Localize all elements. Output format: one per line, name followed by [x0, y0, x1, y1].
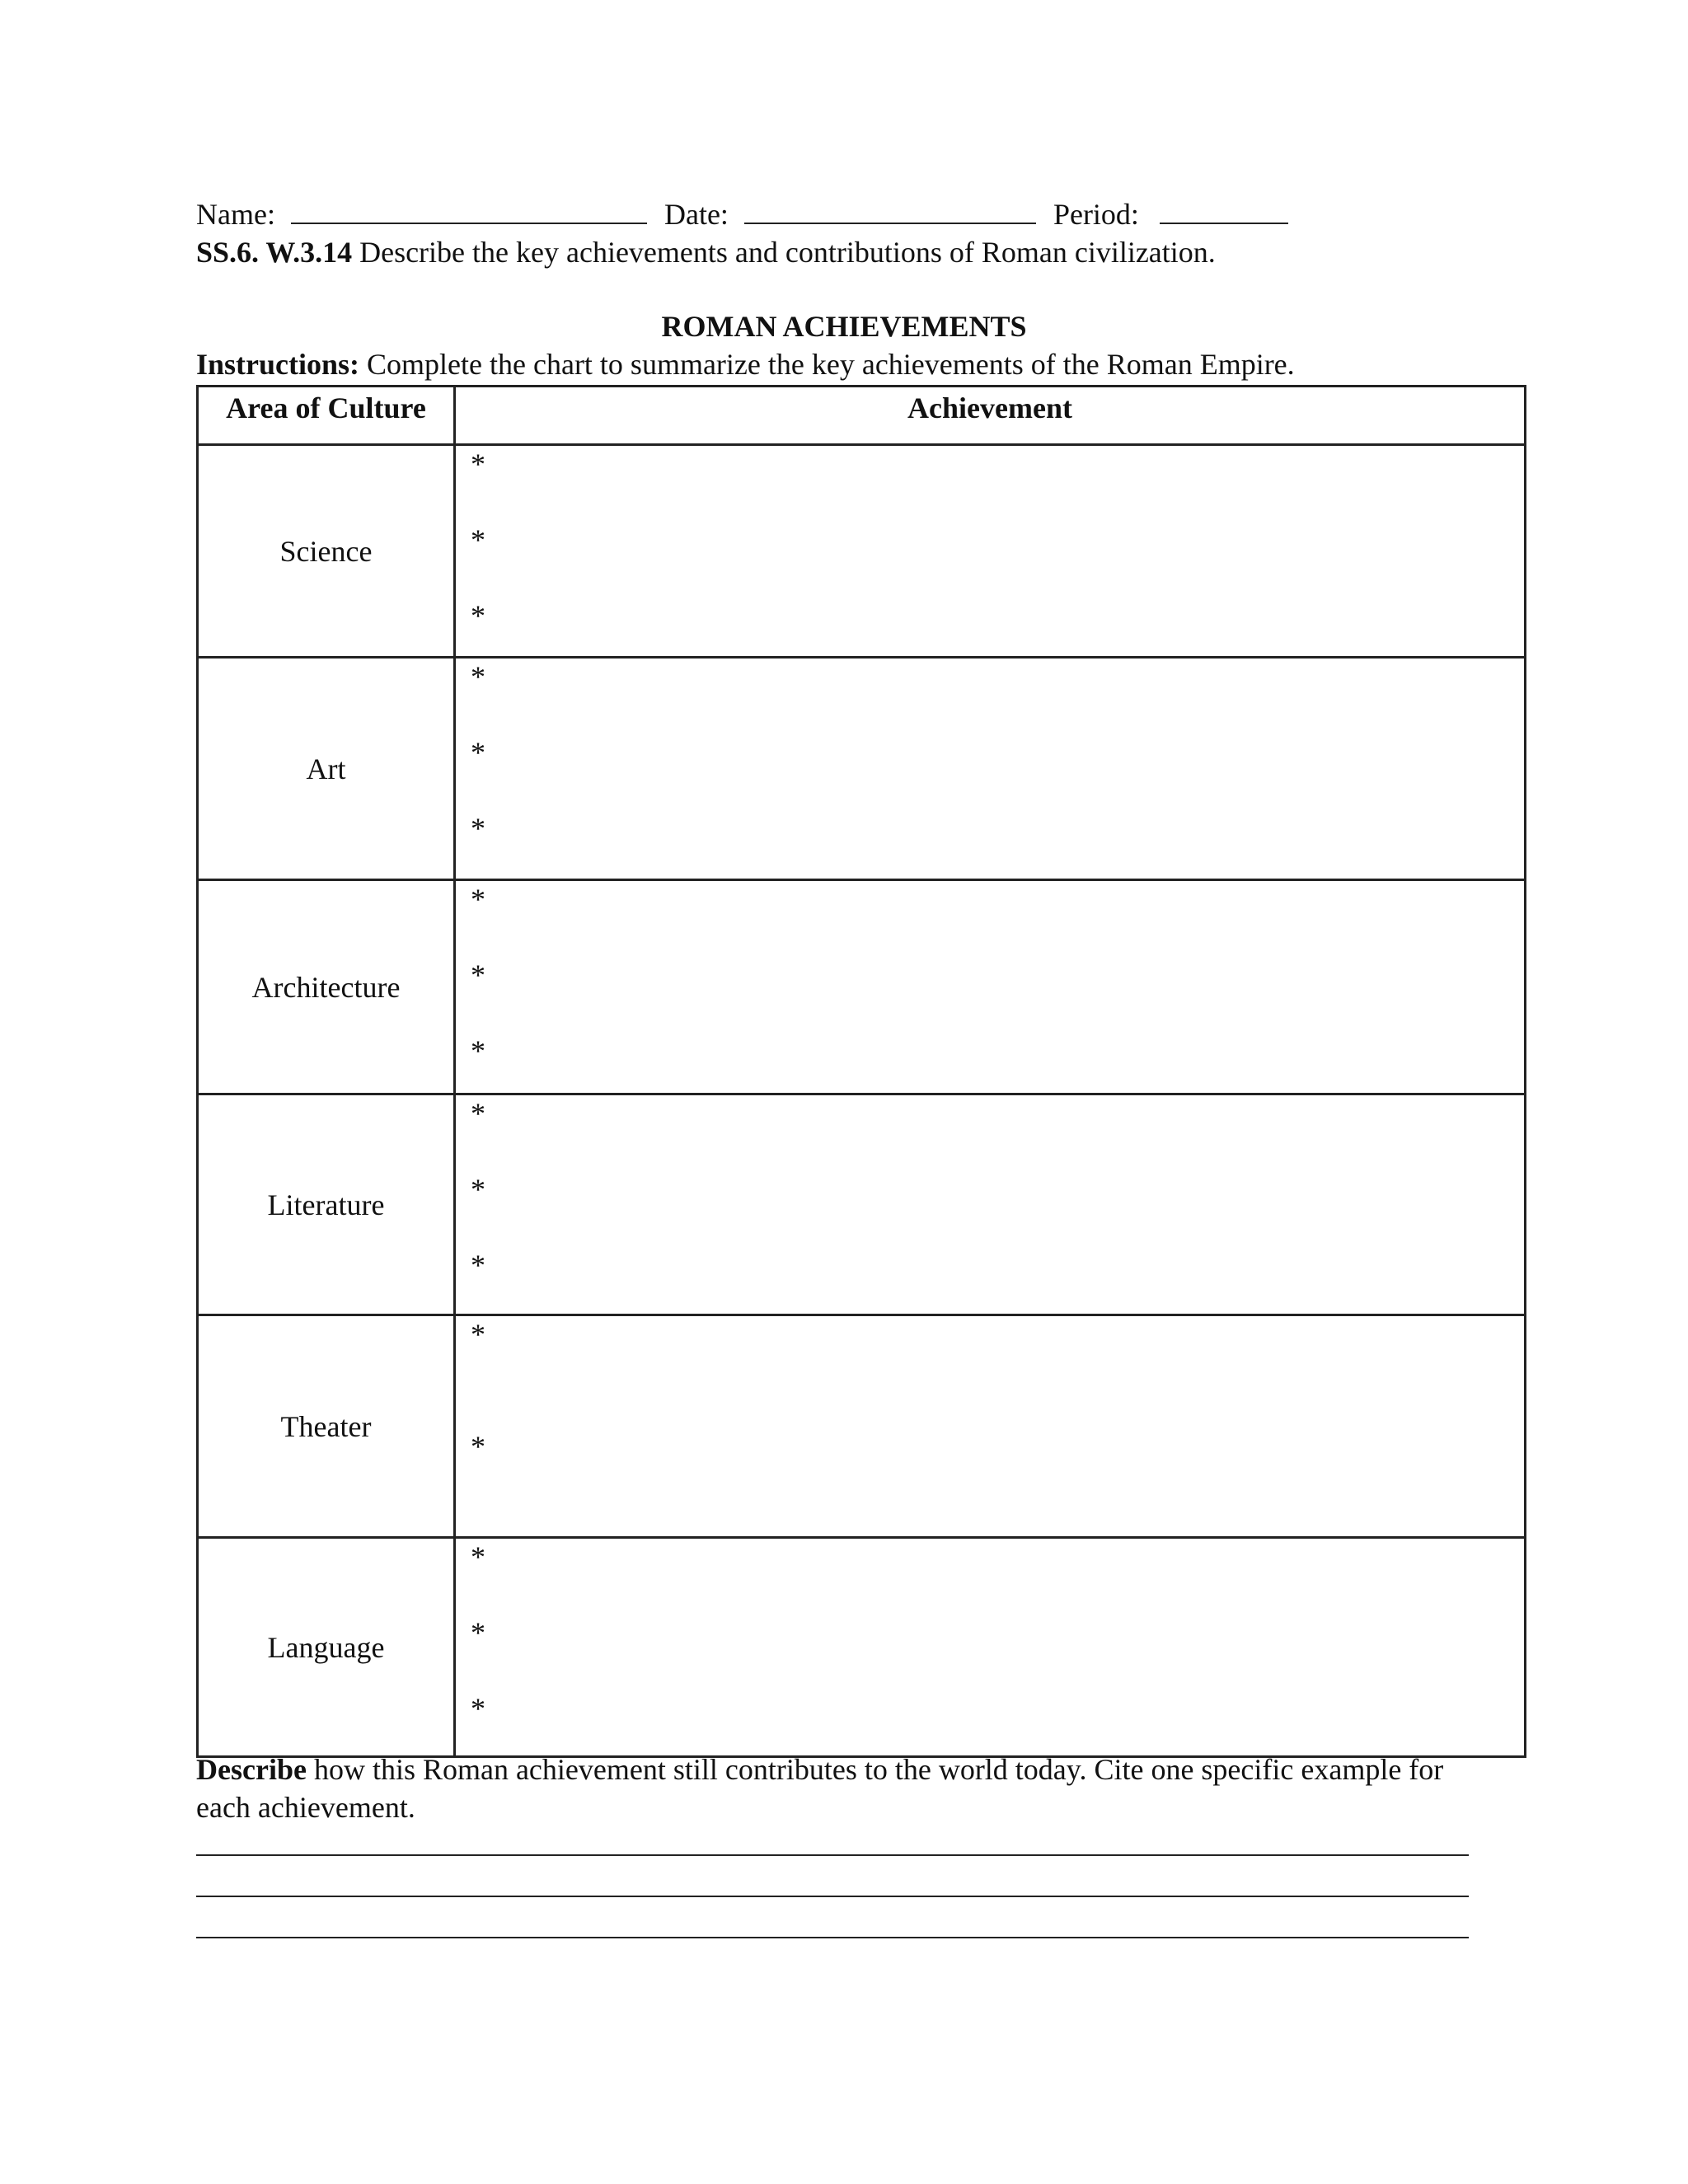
bullet-marker: *	[471, 1616, 485, 1649]
bullet-marker: *	[471, 1430, 485, 1463]
answer-line[interactable]	[196, 1854, 1469, 1856]
page-title: ROMAN ACHIEVEMENTS	[661, 310, 1027, 343]
standard-text: Describe the key achievements and contributions of Roman civilization.	[359, 236, 1216, 269]
achievement-cell[interactable]	[455, 1315, 1526, 1538]
describe-text: how this Roman achievement still contributes to the world today. Cite one specific example for each achievement.	[196, 1753, 1444, 1824]
bullet-marker: *	[471, 523, 485, 556]
student-info-line	[196, 196, 1288, 232]
bullet-marker: *	[471, 1318, 485, 1351]
table-row-architecture	[198, 880, 1526, 1094]
achievement-cell[interactable]	[455, 880, 1526, 1094]
area-cell: Architecture	[198, 880, 455, 1094]
table-row-literature	[198, 1094, 1526, 1315]
instructions-text: Complete the chart to summarize the key achievements of the Roman Empire.	[367, 348, 1295, 381]
table-header-row	[198, 387, 1526, 445]
name-label: Name:	[196, 198, 275, 231]
bullet-marker: *	[471, 958, 485, 991]
area-cell: Literature	[198, 1094, 455, 1315]
bullet-marker: *	[471, 660, 485, 693]
achievement-cell[interactable]	[455, 445, 1526, 658]
name-field[interactable]	[291, 198, 647, 224]
achievement-cell[interactable]	[455, 1094, 1526, 1315]
describe-label: Describe	[196, 1753, 307, 1786]
area-cell: Theater	[198, 1315, 455, 1538]
describe-prompt	[196, 1750, 1482, 1826]
bullet-marker: *	[471, 812, 485, 845]
achievements-table	[196, 385, 1526, 1758]
date-label: Date:	[663, 198, 729, 231]
period-label: Period:	[1053, 198, 1139, 231]
bullet-marker: *	[471, 1173, 485, 1206]
answer-line[interactable]	[196, 1896, 1469, 1897]
achievement-cell[interactable]	[455, 658, 1526, 880]
area-cell: Language	[198, 1538, 455, 1757]
table-row-theater	[198, 1315, 1526, 1538]
bullet-marker: *	[471, 1540, 485, 1573]
answer-line[interactable]	[196, 1937, 1469, 1938]
bullet-marker: *	[471, 448, 485, 480]
bullet-marker: *	[471, 1097, 485, 1130]
standard-line	[196, 234, 1216, 270]
area-cell: Art	[198, 658, 455, 880]
standard-code: SS.6. W.3.14	[196, 236, 353, 269]
instructions-line	[196, 346, 1295, 382]
bullet-marker: *	[471, 1249, 485, 1282]
bullet-marker: *	[471, 883, 485, 916]
date-field[interactable]	[744, 198, 1036, 224]
period-field[interactable]	[1160, 198, 1288, 224]
column-header-achievement: Achievement	[455, 387, 1526, 445]
table-row-language	[198, 1538, 1526, 1757]
instructions-label: Instructions:	[196, 348, 360, 381]
bullet-marker: *	[471, 1034, 485, 1067]
table-row-science	[198, 445, 1526, 658]
bullet-marker: *	[471, 736, 485, 769]
bullet-marker: *	[471, 1692, 485, 1725]
bullet-marker: *	[471, 599, 485, 632]
achievement-cell[interactable]	[455, 1538, 1526, 1757]
table-row-art	[198, 658, 1526, 880]
column-header-area: Area of Culture	[198, 387, 455, 445]
area-cell: Science	[198, 445, 455, 658]
